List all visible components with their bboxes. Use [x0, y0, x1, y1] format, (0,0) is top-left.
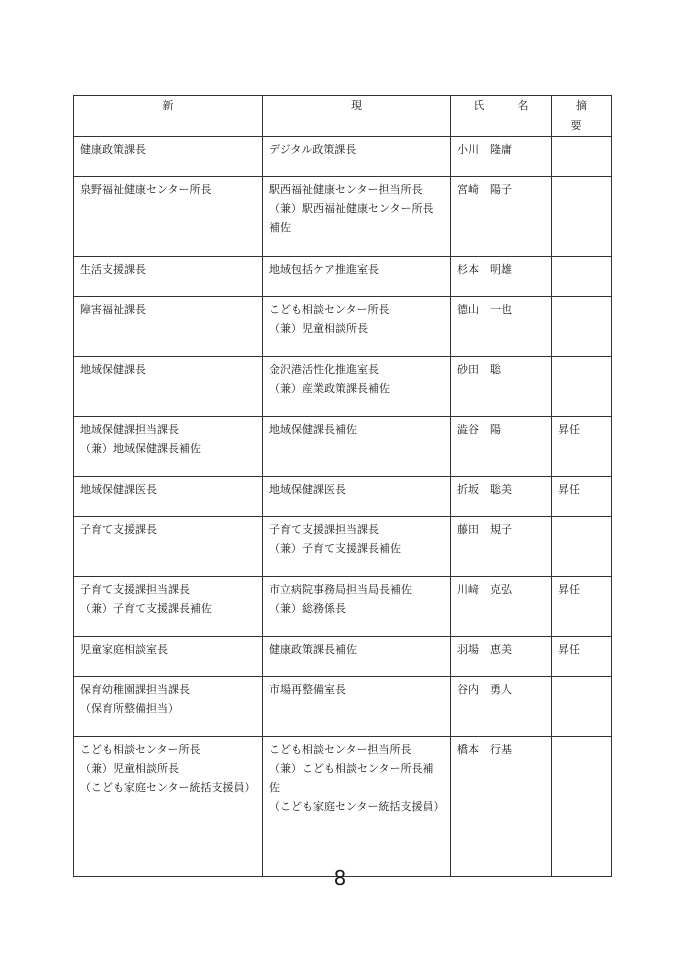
cell-name — [451, 517, 552, 577]
cell-name — [451, 357, 552, 417]
cell-current — [263, 297, 451, 357]
cell-note — [552, 137, 612, 177]
cell-new-text: 泉野福祉健康センター所長 — [80, 183, 212, 196]
cell-note — [552, 177, 612, 257]
cell-new — [74, 737, 263, 877]
cell-name-text: 川﨑 克弘 — [457, 583, 512, 596]
cell-current-text: 金沢港活性化推進室長 （兼）産業政策課長補佐 — [269, 363, 390, 395]
cell-current-text: 地域包括ケア推進室長 — [269, 263, 379, 276]
cell-current — [263, 517, 451, 577]
cell-new-text: 子育て支援課担当課長 （兼）子育て支援課長補佐 — [80, 583, 212, 615]
cell-current — [263, 417, 451, 477]
cell-note-text: 昇任 — [558, 583, 580, 596]
table-row — [74, 297, 612, 357]
cell-new-text: こども相談センター所長 （兼）児童相談所長 （こども家庭センター統括支援員） — [80, 743, 256, 794]
cell-name-text: 杉本 明雄 — [457, 263, 512, 276]
cell-name — [451, 257, 552, 297]
cell-note-text — [552, 137, 611, 140]
cell-new-text: 児童家庭相談室長 — [80, 643, 168, 656]
cell-current — [263, 177, 451, 257]
cell-new-text: 子育て支援課長 — [80, 523, 157, 536]
cell-note — [552, 297, 612, 357]
cell-current-text: こども相談センター担当所長 （兼）こども相談センター所長補佐 （こども家庭センター統括支援員） — [269, 743, 445, 813]
cell-name-text: 小川 隆庸 — [457, 143, 512, 156]
cell-new-text: 障害福祉課長 — [80, 303, 146, 316]
table-row — [74, 257, 612, 297]
cell-name-text: 德山 一也 — [457, 303, 512, 316]
cell-new — [74, 477, 263, 517]
cell-note-text: 昇任 — [558, 423, 580, 436]
cell-new — [74, 357, 263, 417]
cell-name — [451, 477, 552, 517]
personnel-table — [73, 95, 620, 877]
cell-new — [74, 517, 263, 577]
table-row — [74, 637, 612, 677]
cell-name — [451, 637, 552, 677]
cell-current — [263, 637, 451, 677]
cell-current — [263, 677, 451, 737]
cell-note-text — [552, 677, 611, 680]
cell-new-text: 健康政策課長 — [80, 143, 146, 156]
cell-name-text: 橋本 行基 — [457, 743, 512, 756]
table-row — [74, 677, 612, 737]
cell-name — [451, 577, 552, 637]
cell-name-text: 谷内 勇人 — [457, 683, 512, 696]
cell-note — [552, 737, 612, 877]
cell-note-text — [552, 517, 611, 520]
table-row — [74, 357, 612, 417]
cell-note-text — [552, 257, 611, 260]
cell-name — [451, 677, 552, 737]
cell-new-text: 保育幼稚園課担当課長 （保育所整備担当） — [80, 683, 190, 715]
cell-note-text — [552, 297, 611, 300]
cell-new — [74, 297, 263, 357]
cell-new — [74, 577, 263, 637]
cell-name — [451, 417, 552, 477]
cell-current — [263, 737, 451, 877]
cell-name — [451, 297, 552, 357]
cell-new-text: 地域保健課担当課長 （兼）地域保健課長補佐 — [80, 423, 201, 455]
cell-note-text — [552, 177, 611, 180]
cell-name — [451, 737, 552, 877]
cell-current-text: 市場再整備室長 — [269, 683, 346, 696]
cell-name — [451, 137, 552, 177]
table-row — [74, 577, 612, 637]
cell-note — [552, 637, 612, 677]
cell-current-text: 子育て支援課担当課長 （兼）子育て支援課長補佐 — [269, 523, 401, 555]
cell-current — [263, 577, 451, 637]
table-header-row — [74, 96, 612, 137]
cell-note-text — [552, 737, 611, 740]
cell-note — [552, 577, 612, 637]
cell-note — [552, 417, 612, 477]
cell-note — [552, 677, 612, 737]
cell-current-text: 地域保健課長補佐 — [269, 423, 357, 436]
cell-note — [552, 477, 612, 517]
cell-current — [263, 357, 451, 417]
header-current: 現 — [263, 96, 451, 137]
cell-note-text: 昇任 — [558, 643, 580, 656]
cell-new — [74, 137, 263, 177]
table-row — [74, 417, 612, 477]
table-row — [74, 477, 612, 517]
cell-name — [451, 177, 552, 257]
cell-note-text: 昇任 — [558, 483, 580, 496]
table-row — [74, 517, 612, 577]
header-note: 摘 要 — [552, 96, 612, 137]
cell-name-text: 澁谷 陽 — [457, 423, 501, 436]
cell-current — [263, 257, 451, 297]
cell-current-text: 健康政策課長補佐 — [269, 643, 357, 656]
cell-new — [74, 177, 263, 257]
table-row — [74, 137, 612, 177]
header-new: 新 — [74, 96, 263, 137]
cell-new — [74, 637, 263, 677]
header-name: 氏 名 — [451, 96, 552, 137]
cell-name-text: 折坂 聡美 — [457, 483, 512, 496]
cell-new — [74, 257, 263, 297]
cell-current-text: 駅西福祉健康センター担当所長 （兼）駅西福祉健康センター所長補佐 — [269, 183, 434, 234]
cell-current — [263, 137, 451, 177]
cell-new — [74, 677, 263, 737]
cell-current-text: 市立病院事務局担当局長補佐 （兼）総務係長 — [269, 583, 412, 615]
cell-new — [74, 417, 263, 477]
cell-current-text: こども相談センター所長 （兼）児童相談所長 — [269, 303, 390, 335]
cell-name-text: 砂田 聡 — [457, 363, 501, 376]
table-row — [74, 737, 612, 877]
cell-current-text: デジタル政策課長 — [269, 143, 357, 156]
cell-note — [552, 357, 612, 417]
page-number: 8 — [333, 866, 347, 890]
cell-name-text: 羽場 恵美 — [457, 643, 512, 656]
table-body — [74, 137, 612, 877]
cell-note — [552, 257, 612, 297]
cell-note — [552, 517, 612, 577]
cell-current-text: 地域保健課医長 — [269, 483, 346, 496]
cell-name-text: 藤田 規子 — [457, 523, 512, 536]
cell-new-text: 地域保健課医長 — [80, 483, 157, 496]
cell-note-text — [552, 357, 611, 360]
table-row — [74, 177, 612, 257]
cell-new-text: 地域保健課長 — [80, 363, 146, 376]
cell-new-text: 生活支援課長 — [80, 263, 146, 276]
cell-current — [263, 477, 451, 517]
cell-name-text: 宮崎 陽子 — [457, 183, 512, 196]
